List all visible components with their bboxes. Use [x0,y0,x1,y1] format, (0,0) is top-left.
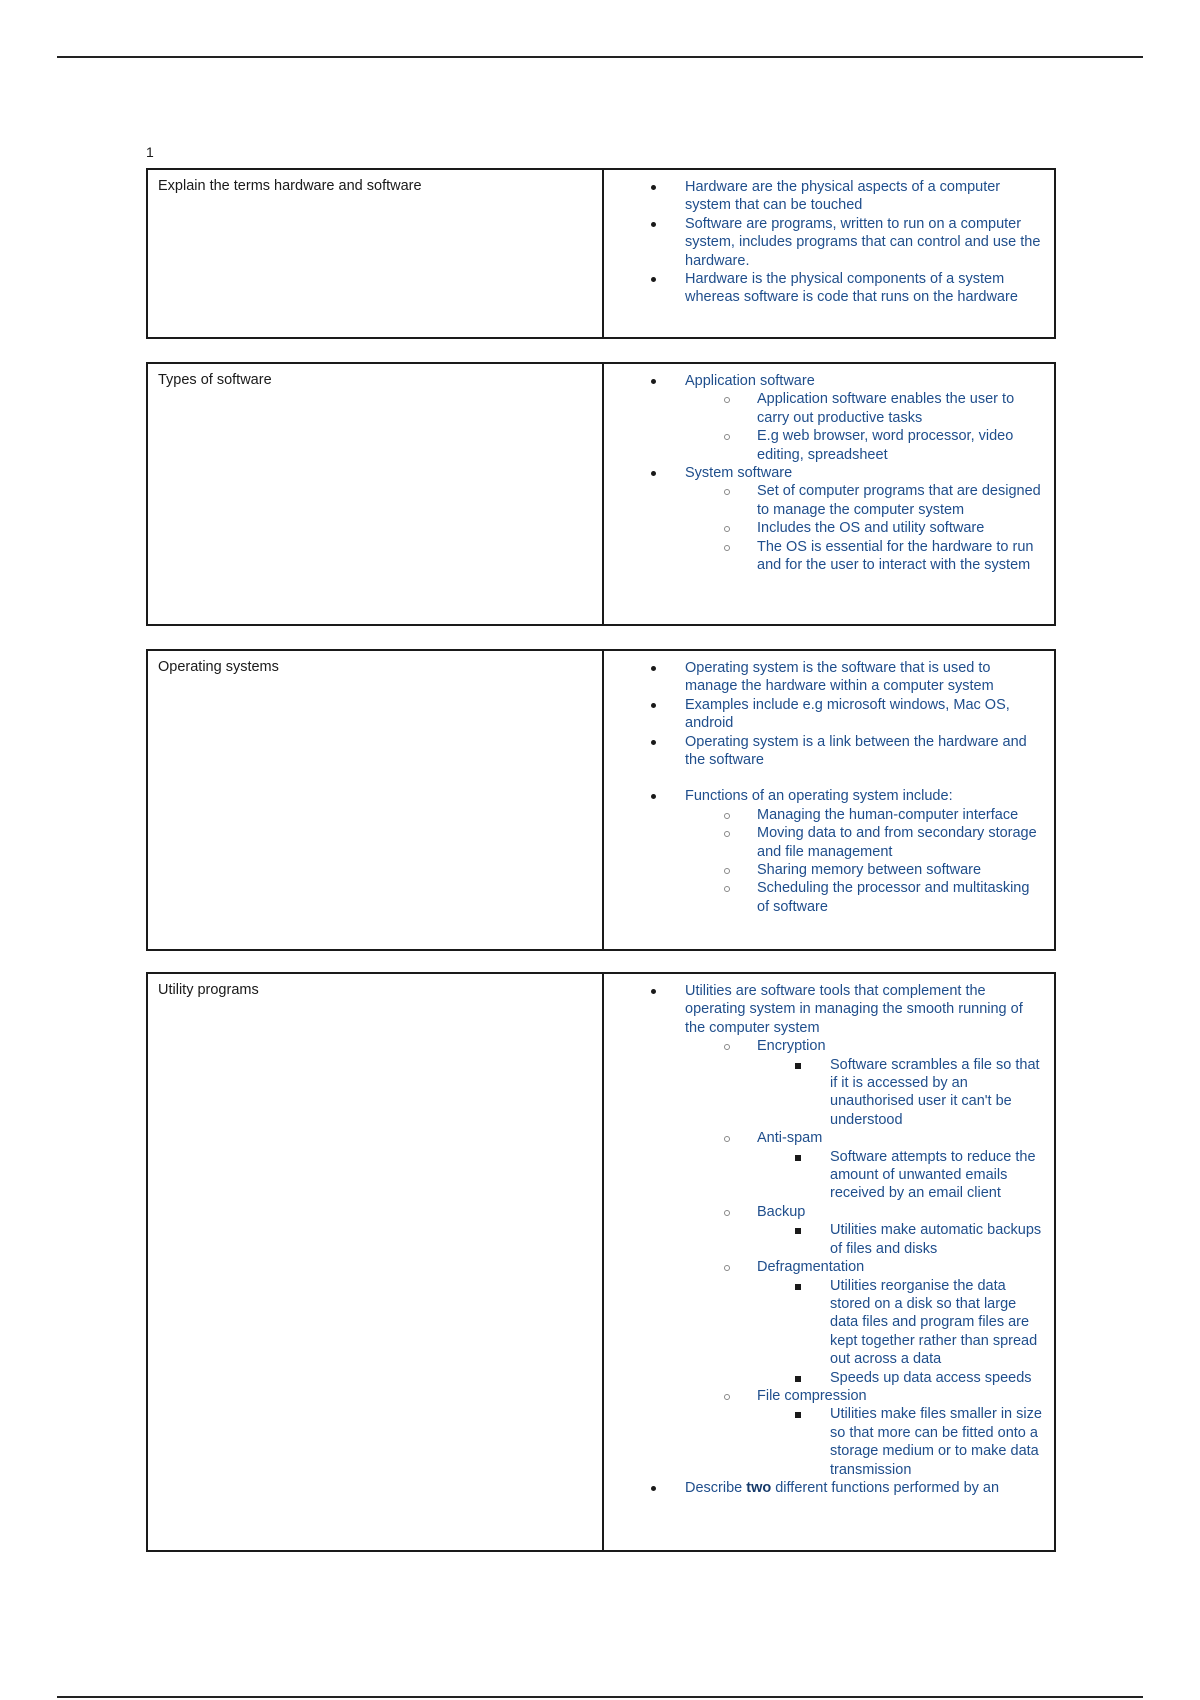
utility-item [684,1129,1044,1203]
utility-item [684,1258,1044,1387]
detail-item: Software attempts to reduce the amount of unwanted emails received by an email client [757,1148,1044,1203]
final-text-bold: two [746,1479,772,1496]
bullet-item: Operating system is the software that is used to manage the hardware within a computer system [604,659,1044,696]
detail-item: Speeds up data access speeds [757,1369,1044,1387]
bullet-item [604,1479,1044,1497]
utility-item [684,1037,1044,1129]
question-cell [148,170,604,337]
detail-list [757,1277,1044,1387]
final-text-before: Describe [685,1479,747,1496]
sub-item: Managing the human-computer interface [684,806,1044,824]
utility-item [684,1387,1044,1479]
detail-item: Utilities make files smaller in size so that more can be fitted onto a storage medium or to make data transmission [757,1405,1044,1479]
bullet-item [604,982,1044,1479]
final-text-after: different functions performed by an [771,1479,1000,1496]
utility-name: File compression [757,1387,867,1404]
detail-item: Software scrambles a file so that if it is accessed by an unauthorised user it can't be understood [757,1056,1044,1130]
sub-item: Set of computer programs that are designed to manage the computer system [684,482,1044,519]
sub-list [685,390,1044,464]
detail-list [757,1148,1044,1203]
sub-item: The OS is essential for the hardware to run and for the user to interact with the system [684,538,1044,575]
card-types-of-software [146,362,1056,626]
bullet-item: Operating system is a link between the hardware and the software [604,733,1044,770]
question-cell [148,651,604,949]
page-number: 1 [146,144,154,160]
detail-list [757,1221,1044,1258]
answer-cell [604,364,1054,624]
detail-list [757,1405,1044,1479]
answer-list [604,178,1044,307]
bullet-item: Software are programs, written to run on a computer system, includes programs that can control and use the hardware. [604,215,1044,270]
utility-name: Encryption [757,1038,826,1055]
question-text: Explain the terms hardware and software [158,178,422,194]
answer-list [604,982,1044,1497]
sub-list [685,806,1044,916]
sub-item: Scheduling the processor and multitasking of software [684,879,1044,916]
bullet-text: Utilities are software tools that complement the operating system in managing the smooth running of the computer system [685,983,1023,1036]
bullet-item [604,372,1044,464]
bullet-item: Hardware is the physical components of a system whereas software is code that runs on the hardware [604,270,1044,307]
answer-list [604,372,1044,574]
sub-item: E.g web browser, word processor, video editing, spreadsheet [684,427,1044,464]
bullet-item: Hardware are the physical aspects of a computer system that can be touched [604,178,1044,215]
sub-list [685,482,1044,574]
bullet-item [604,464,1044,574]
answer-cell [604,170,1054,337]
bullet-item: Examples include e.g microsoft windows, Mac OS, android [604,696,1044,733]
card-hardware-software [146,168,1056,339]
bullet-item [604,787,1044,916]
utility-name: Anti-spam [757,1130,823,1147]
utility-item [684,1203,1044,1258]
answer-cell [604,651,1054,949]
question-cell [148,364,604,624]
sub-item: Moving data to and from secondary storage and file management [684,824,1044,861]
bullet-text: System software [685,465,793,482]
utility-name: Backup [757,1203,806,1220]
bullet-text: Functions of an operating system include: [685,788,953,805]
bullet-text: Application software [685,373,815,389]
card-utility-programs [146,972,1056,1552]
question-text: Operating systems [158,659,279,675]
question-cell [148,974,604,1550]
sub-item: Includes the OS and utility software [684,519,1044,537]
detail-item: Utilities reorganise the data stored on a disk so that large data files and program files are kept together rather than spread out across a data [757,1277,1044,1369]
utility-list [685,1037,1044,1479]
question-text: Types of software [158,372,272,388]
answer-cell [604,974,1054,1550]
card-operating-systems [146,649,1056,951]
sub-item: Application software enables the user to carry out productive tasks [684,390,1044,427]
detail-item: Utilities make automatic backups of files and disks [757,1221,1044,1258]
footer-rule [57,1696,1143,1698]
header-rule [57,56,1143,58]
sub-item: Sharing memory between software [684,861,1044,879]
question-text: Utility programs [158,982,259,998]
utility-name: Defragmentation [757,1259,865,1276]
detail-list [757,1056,1044,1130]
answer-list [604,659,1044,916]
